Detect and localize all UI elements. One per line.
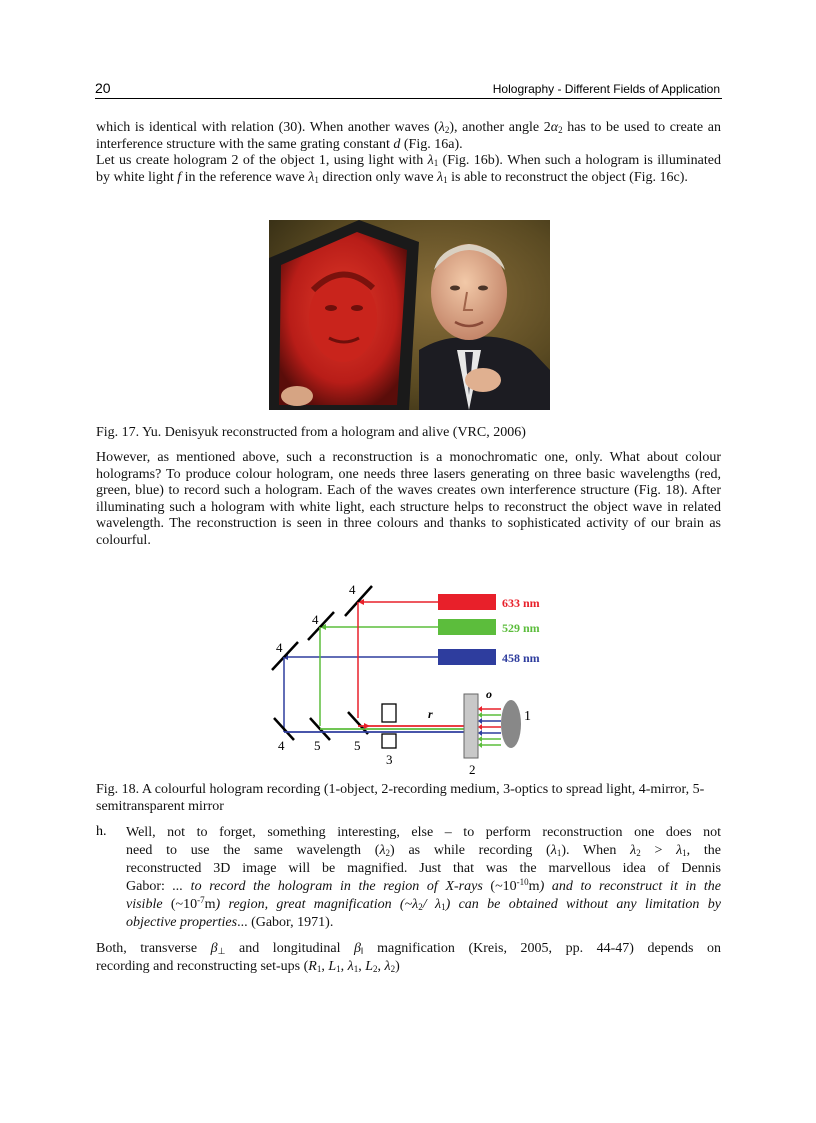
object-label: 1 (524, 709, 531, 724)
optics-top (382, 704, 396, 722)
laser-blue (438, 649, 496, 665)
bottom-label-2: 5 (314, 738, 321, 753)
bottom-label-1: 4 (278, 738, 285, 753)
recording-medium (464, 694, 478, 758)
intro-paragraph: which is identical with relation (30). When another waves $(\lambda_2)$, another angle $2\alpha_2$ has to be used to create an interference structure with the same grating constant d (Fig. 16a). Let us create hologram 2 of the object 1, using light with $\lambda_1$ (Fig. 16b). When such a hologram is illuminated by white light f in the reference wave $\lambda_1$ direction only wave $\lambda_1$ is able to reconstruct the object (Fig. 16c). (96, 120, 721, 185)
mirror-label-1: 4 (349, 582, 356, 597)
object (501, 700, 521, 748)
colour-paragraph: However, as mentioned above, such a reconstruction is a monochromatic one, only. What about colour holograms? To produce colour hologram, one needs three lasers generating on three basic wavelengths (red, green, blue) to record such a hologram. Each of the waves creates own interference structure (Fig. 18). After illuminating such a hologram with white light, each structure helps to reconstruct the object wave in related wavelength. The reconstruction is seen in three colours and thanks to sophisticated activity of our brain as colourful. (96, 450, 721, 548)
list-marker-h: h. (96, 824, 107, 839)
bottom-label-3: 5 (354, 738, 361, 753)
fig18-diagram (260, 578, 560, 778)
header-rule (95, 98, 722, 99)
fig18-caption: Fig. 18. A colourful hologram recording (1-object, 2-recording medium, 3-optics to spread light, 4-mirror, 5-semitransparent mirror (96, 782, 705, 814)
running-title: Holography - Different Fields of Application (492, 82, 720, 96)
denisyuk-photo (269, 220, 550, 410)
laser-green (438, 619, 496, 635)
optics-label: 3 (386, 752, 393, 767)
mirror-label-2: 4 (312, 612, 319, 627)
mirror-label-3: 4 (276, 640, 283, 655)
list-item-h: Well, not to forget, something interesting, else – to perform reconstruction one does not need to use the same wavelength $(\lambda_2)$ as while recording $(\lambda_1)$. When $\lambda_2 > \lambda_1$, the reconstructed 3D image will be magnified. Just that was the marvellous idea of Dennis Gabor: ... to record the hologram in the region of X-rays $(\sim 10^{-10}m)$ and to reconstruct it in the visible $(\sim 10^{-7}m)$ region, great magnification ($\sim\lambda_2/$ $\lambda_1$) can be obtained without any limitation by objective properties... (Gabor, 1971). (126, 825, 721, 930)
laser-blue-label: 458 nm (502, 651, 540, 665)
fig17-caption: Fig. 17. Yu. Denisyuk reconstructed from a hologram and alive (VRC, 2006) (96, 425, 526, 440)
obj-wave-label: o (486, 687, 492, 701)
laser-green-label: 529 nm (502, 621, 540, 635)
laser-red (438, 594, 496, 610)
page-number: 20 (95, 80, 111, 96)
optics-bottom (382, 734, 396, 748)
ref-label: r (428, 707, 433, 721)
magnification-paragraph: Both, transverse $\beta_\perp$ and longitudinal $\beta_ǁ$ magnification (Kreis, 2005, pp. 44-47) depends on recording and reconstructing set-ups ($R_1$, $L_1$, $\lambda_1$, $L_2$, $\lambda_2$) (96, 941, 721, 974)
laser-red-label: 633 nm (502, 596, 540, 610)
medium-label: 2 (469, 762, 476, 777)
